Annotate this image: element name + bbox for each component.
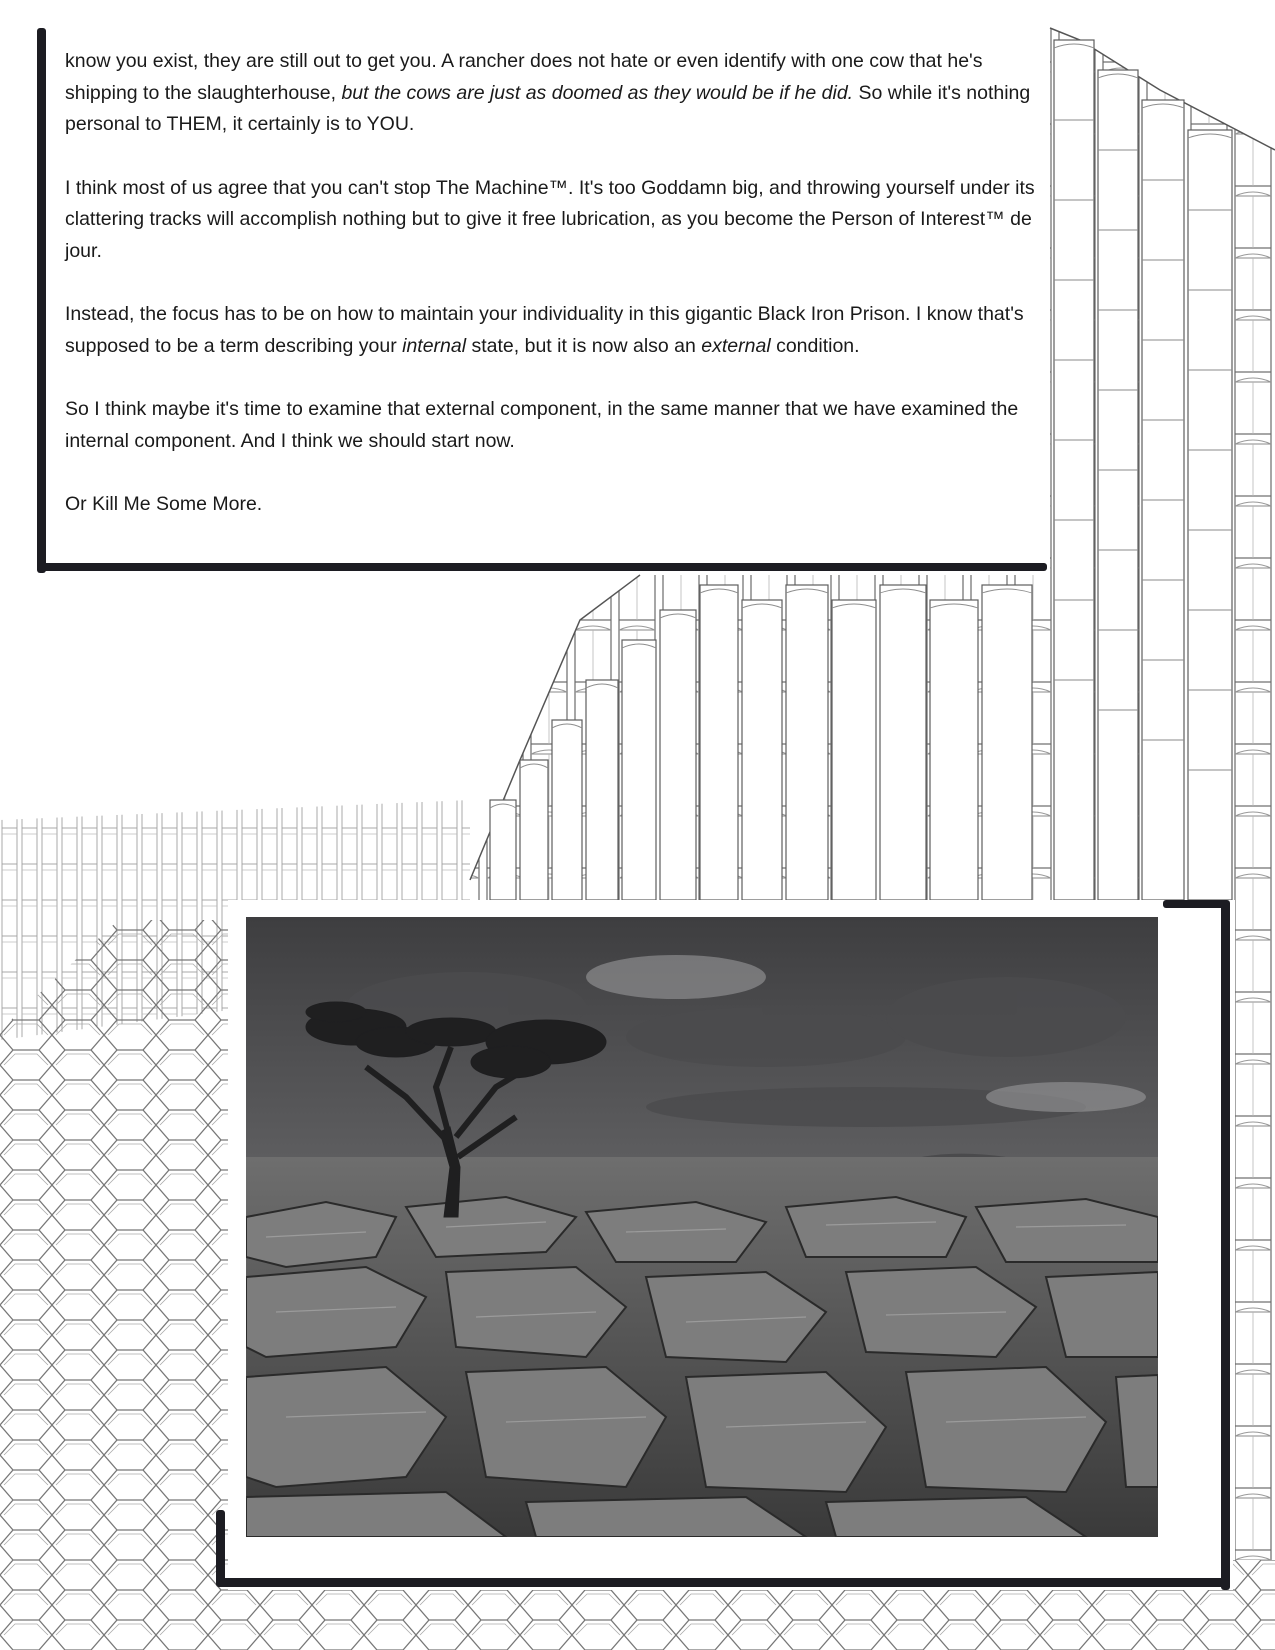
paragraph bbox=[65, 46, 1040, 141]
text-run: know you exist, they are still out to get you. A rancher does not hate or even identify with one cow that he's shipping to the slaughterhouse, bbox=[65, 50, 983, 104]
paragraph bbox=[65, 394, 1040, 457]
text-run: So while it's nothing personal to THEM, it certainly is to YOU. bbox=[65, 81, 1031, 135]
text-run: Or Kill Me Some More. bbox=[65, 493, 263, 515]
marker-bracket-left bbox=[216, 1510, 225, 1587]
text-run: condition. bbox=[770, 334, 860, 357]
text-run: state, but it is now also an bbox=[466, 334, 702, 357]
paragraph bbox=[65, 489, 1040, 521]
paragraph bbox=[65, 173, 1040, 268]
italic-text-run: internal bbox=[402, 334, 467, 357]
text-panel bbox=[37, 28, 1047, 573]
photo-frame bbox=[228, 900, 1233, 1590]
italic-text-run: but the cows are just as doomed as they would be if he did. bbox=[341, 81, 854, 104]
lone-tree-limestone-pavement-photo bbox=[246, 917, 1158, 1537]
marker-bracket-right bbox=[1221, 900, 1230, 1590]
marker-bracket-top bbox=[1163, 900, 1229, 908]
text-run: I think most of us agree that you can't stop The Machine™. It's too Goddamn big, and throwing yourself under its clattering tracks will accomplish nothing but to give it free lubrication, as you become the Person of Interest™ de jour. bbox=[65, 176, 1035, 262]
marker-bracket-bottom bbox=[37, 563, 1047, 571]
text-run: Instead, the focus has to be on how to maintain your individuality in this gigantic Black Iron Prison. I know that's supposed to be a term describing your bbox=[65, 303, 1024, 357]
marker-bracket-bottom bbox=[216, 1578, 1229, 1587]
body-text bbox=[65, 46, 1040, 553]
italic-text-run: external bbox=[701, 334, 771, 357]
paragraph bbox=[65, 299, 1040, 362]
marker-bracket-left bbox=[37, 28, 46, 573]
text-run: So I think maybe it's time to examine that external component, in the same manner that we have examined the internal component. And I think we should start now. bbox=[65, 398, 1019, 452]
